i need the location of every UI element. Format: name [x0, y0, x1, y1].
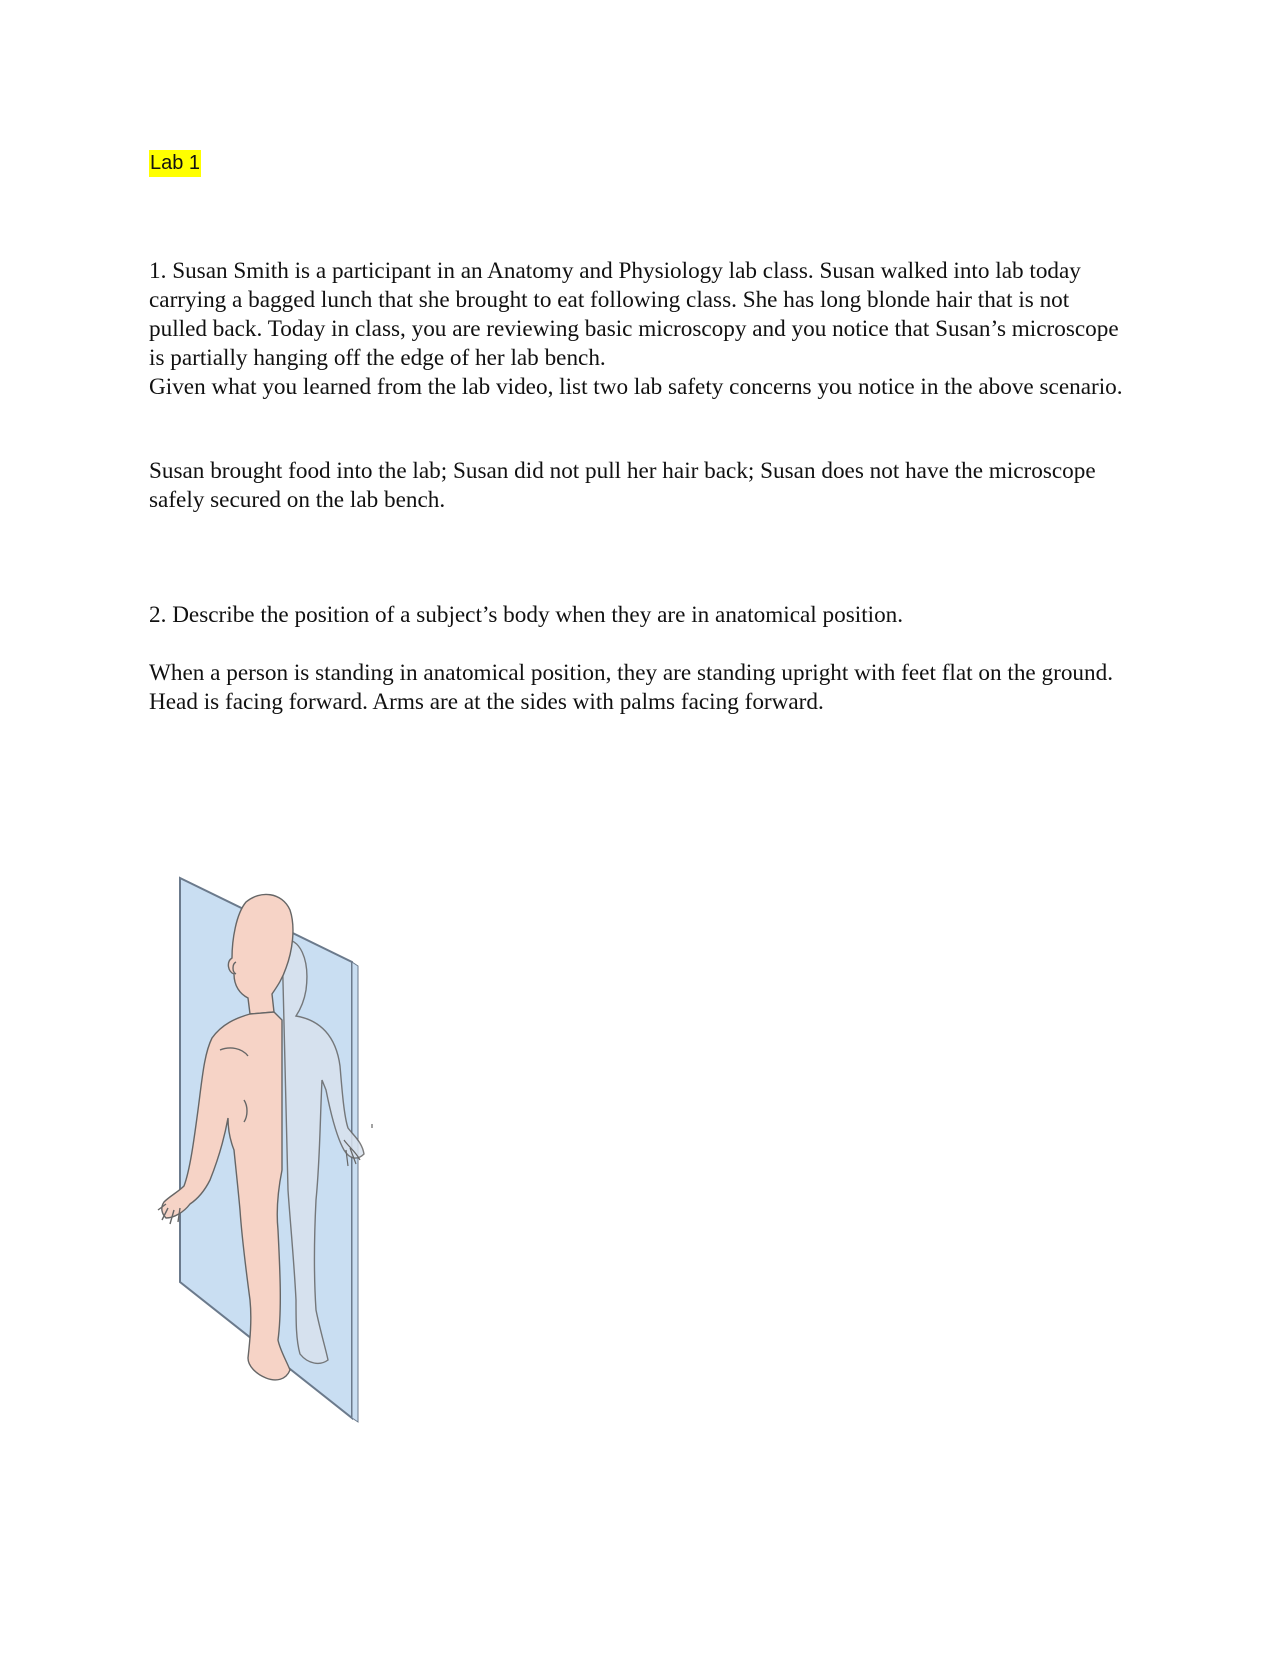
answer-1: Susan brought food into the lab; Susan did not pull her hair back; Susan does not have the microscope safely secured on the lab bench.	[149, 458, 1096, 513]
sagittal-plane-edge	[352, 962, 358, 1422]
answer-2: When a person is standing in anatomical position, they are standing upright with feet flat on the ground. Head is facing forward. Arms are at the sides with palms facing forward.	[149, 660, 1113, 715]
document-title: Lab 1	[149, 150, 201, 177]
question-1	[149, 257, 1129, 402]
question-1-text: 1. Susan Smith is a participant in an Anatomy and Physiology lab class. Susan walked into lab today carrying a bagged lunch that she brought to eat following class. She has long blonde hair that is not pulled back. Today in class, you are reviewing basic microscopy and you notice that Susan’s microscope is partially hanging off the edge of her lab bench.	[149, 258, 1119, 371]
sagittal-plane-figure	[150, 870, 400, 1440]
question-1-prompt: Given what you learned from the lab video, list two lab safety concerns you notice in the above scenario.	[149, 374, 1123, 400]
question-2: 2. Describe the position of a subject’s body when they are in anatomical position.	[149, 602, 904, 628]
